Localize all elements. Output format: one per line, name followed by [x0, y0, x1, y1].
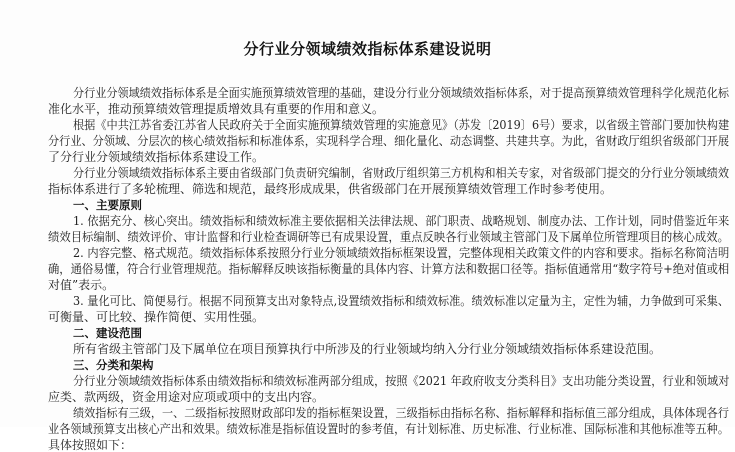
paragraph-line: 分行业分领域绩效指标体系由绩效指标和绩效标准两部分组成，按照《2021 年政府收支分类科目》支出功能分类设置，行业和领域对 [73, 374, 730, 388]
paragraph-line: 绩效目标编制、绩效评价、审计监督和行业检查调研等已有成果设置，重点反映各行业领域主管部门及下属单位所管理项目的核心成效。 [48, 230, 729, 244]
paragraph-line: 根据《中共江苏省委江苏省人民政府关于全面实施预算绩效管理的实施意见》（苏发〔2019〕6号）要求，以省级主管部门要加快构建 [73, 118, 730, 132]
paragraph-line: 分行业、分领域、分层次的核心绩效指标和标准体系，实现科学合理、细化量化、动态调整、共建共享。为此，省财政厅组织省级部门开展 [48, 134, 729, 148]
paragraph-line: 分行业分领域绩效指标体系是全面实施预算绩效管理的基础，建设分行业分领域绩效指标体系，对于提高预算绩效管理科学化规范化标 [73, 86, 730, 100]
paragraph-line: 分行业分领域绩效指标体系主要由省级部门负责研究编制，省财政厅组织第三方机构和相关专家，对省级部门提交的分行业分领域绩效 [73, 166, 730, 180]
paragraph-line: 指标体系进行了多轮梳理、筛选和规范，最终形成成果，供省级部门在开展预算绩效管理工作时参考使用。 [48, 182, 613, 196]
paragraph-line: 绩效指标有三级，一、二级指标按照财政部印发的指标框架设置，三级指标由指标名称、指标解释和指标值三部分组成，具体体现各行 [73, 406, 730, 420]
paragraph-line: 可衡量、可比较、操作简便、实用性强。 [48, 310, 265, 324]
paragraph-line: 所有省级主管部门及下属单位在项目预算执行中所涉及的行业领域均纳入分行业分领域绩效指标体系建设范围。 [73, 342, 662, 356]
paragraph-line: 对值”表示。 [48, 278, 115, 292]
paragraph-line: 业各领域预算支出核心产出和效果。绩效标准是指标值设置时的参考值，有计划标准、历史标准、行业标准、国际标准和其他标准等五种。 [48, 422, 729, 436]
section-heading: 二、建设范围 [73, 326, 142, 340]
paragraph-line: 2. 内容完整、格式规范。绩效指标体系按照分行业分领域绩效指标框架设置，完整体现相关政策文件的内容和要求。指标名称简洁明 [73, 246, 730, 260]
section-heading: 一、主要原则 [73, 198, 142, 212]
paragraph-line: 1. 依据充分、核心突出。绩效指标和绩效标准主要依据相关法律法规、部门职责、战略规划、制度办法、工作计划，同时借鉴近年来 [73, 214, 730, 228]
paragraph-line: 准化水平，推动预算绩效管理提质增效具有重要的作用和意义。 [48, 102, 385, 116]
paragraph-line: 了分行业分领域绩效指标体系建设工作。 [48, 150, 265, 164]
paragraph-line: 应类、款两级，资金用途对应项或项中的支出内容。 [48, 390, 325, 404]
paragraph-line: 具体按照如下： [48, 438, 133, 452]
section-heading: 三、分类和架构 [73, 358, 154, 372]
paragraph-line: 确，通俗易懂，符合行业管理规范。指标解释反映该指标衡量的具体内容、计算方法和数据口径等。指标值通常用“数字符号+绝对值或相 [48, 262, 730, 276]
document-title: 分行业分领域绩效指标体系建设说明 [243, 40, 492, 58]
paragraph-line: 3. 量化可比、简便易行。根据不同预算支出对象特点,设置绩效指标和绩效标准。绩效标准以定量为主，定性为辅，力争做到可采集、 [73, 294, 730, 308]
